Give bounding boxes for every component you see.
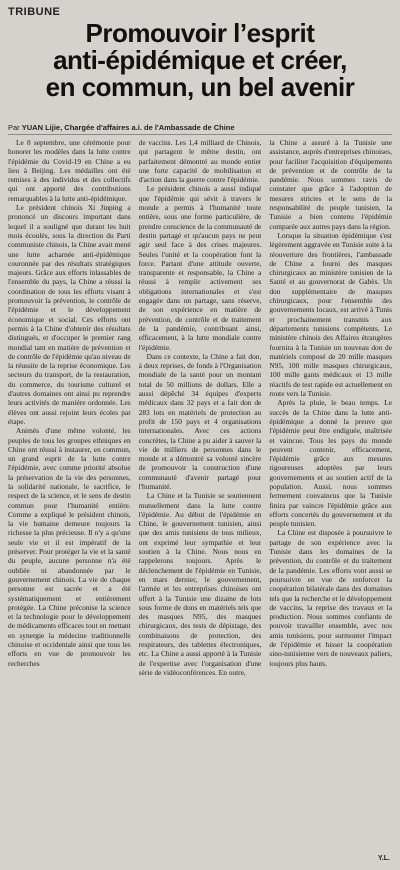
paragraph: Animés d'une même volonté, les peuples de tous les groupes ethniques en Chine ont réussi à instaurer, en commun, un grand esprit de la lutte contre l'épidémie, avec comme priorité absolue la préservation de la vie des personnes, la solidarité nationale, le sacrifice, le respect de la science, et le sens de destin commun pour l'humanité entière. Comme a expliqué le président chinois, la vie humaine demeure toujours la richesse la plus précieuse. Il n'y a qu'une seule vie et il est impératif de la préserver. Pour protéger la vie et la santé du peuple, aucune personne n'a été oubliée ni abandonnée par le gouvernement chinois. La vie de chaque personne est sacrée et a été systématiquement et entièrement protégée. La Chine préconise la science et la technologie pour le développement de médicaments efficaces tout en mettant en synergie la médecine traditionnelle chinoise et occidentale ainsi que tous les efforts en vue de promouvoir les recherches: [8, 426, 131, 668]
article-body: [8, 138, 392, 860]
paragraph: de vaccins. Les 1,4 milliard de Chinois, qui partagent le même destin, ont parfaitement démontré au monde entier une forte capacité de mobilisation et d'action dans la guerre contre l'épidémie.: [138, 138, 262, 185]
divider: [8, 134, 392, 135]
text-column: [269, 138, 392, 860]
article-headline: [6, 20, 394, 101]
byline-prefix: Par: [8, 123, 20, 132]
headline-line: en commun, un bel avenir: [45, 72, 355, 102]
signature: Y.L.: [377, 855, 390, 862]
paragraph: la Chine a assuré à la Tunisie une assistance, auprès d'entreprises chinoises, pour faciliter l'acquisition d'équipements de prévention et de contrôle de la pandémie. Nous sommes ravis de constater que grâce à l'adoption de mesures strictes et le sens de la responsabilité du peuple tunisien, la Tunisie a bien contenu l'épidémie comparée aux autres pays dans la région.: [269, 138, 392, 231]
paragraph: Le 8 septembre, une cérémonie pour honorer les modèles dans la lutte contre l'épidémie du Covid-19 en Chine a eu lieu à Beijing. Les médailles ont été remises à des individus et des collectifs qui ont apporté des contributions remarquables à la lutte anti-épidémique.: [8, 138, 131, 203]
paragraph: Lorsque la situation épidémique s'est légèrement aggravée en Tunisie suite à la réouverture des frontières, l'ambassade de Chine a fourni des masques chirurgicaux au ministère tunisien de la Santé et au gouvernorat de Gabès. Un don supplémentaire de masques chirurgicaux, pour l'ensemble des gouvernements locaux, est arrivé à Tunis et prochainement transmis aux départements tunisiens compétents. Le ministère chinois des Affaires étrangères fournira à la Tunisie un nouveau don de matériels composé de 20 mille masques N95, 100 mille masques chirurgicaux, 100 mille gants médicaux et 13 mille réactifs de test rapide est actuellement en route vers la Tunisie.: [269, 230, 392, 399]
headline-line: anti-épidémique et créer,: [53, 45, 347, 75]
paragraph: La Chine est disposée à poursuivre le partage de son expérience avec la Tunisie dans les domaines de la prévention, du contrôle et du traitement de la pandémie. Les efforts vont aussi se poursuivre en vue de renforcer la coopération bilatérale dans des domaines tels que la recherche et le développement de vaccins, la reprise des travaux et la production. Nous sommes confiants de pouvoir travailler ensemble, avec nos amis tunisiens, pour surmonter l'impact de l'épidémie et hisser la coopération sino-tunisienne vers de nouveaux paliers, toujours plus hauts.: [269, 528, 392, 668]
byline-author: YUAN Lijie, Chargée d'affaires a.i. de l'Ambassade de Chine: [21, 123, 235, 132]
byline: [8, 123, 392, 132]
section-rubric: TRIBUNE: [8, 6, 61, 18]
text-column: [8, 138, 131, 860]
headline-line: Promouvoir l’esprit: [85, 18, 315, 48]
text-column: [139, 138, 262, 860]
paragraph: La Chine et la Tunisie se soutiennent mutuellement dans la lutte contre l'épidémie. Au début de l'épidémie en Chine, le gouvernement tunisien, ainsi que des amis tunisiens de tous milieux, ont exprimé leur sympathie et leur soutien à la Chine. Nous nous en rappelerons toujours. Après le déclenchement de l'épidémie en Tunisie, en mars dernier, le gouvernement, l'armée et les entreprises chinoises ont offert à la Tunisie une dizaine de lots sous forme de dons en matériels tels que des masques N95, des masques chirurgicaux, des tests de dépistage, des combinaisons de protection, des respirateurs, des tablettes électroniques, etc. La Chine a aussi apporté à la Tunisie de l'expertise avec l'organisation d'une série de vidéoconférences. En outre,: [138, 491, 262, 677]
paragraph: Le président chinois Xi Jinping a prononcé un discours important dans lequel il a souligné que durant les huit mois écoulés, sous la direction du Parti communiste chinois, la Chine avait mené une lutte acharnée anti-épidémique couronnée par des résultats stratégiques majeurs. Grâce aux efforts inlassables de l'ensemble du pays, la Chine a réussi la coordination de tous les efforts visant à promouvoir la prévention, le contrôle de l'épidémie et le développement économique et social. Ces efforts ont permis à la Chine d'obtenir des résultats distingués, et d'occuper le premier rang mondial tant en matière de prévention et de contrôle de l'épidémie qu'au niveau de la réussite de la reprise économique. Les secteurs du transport, de la restauration, du commerce, du tourisme culturel et d'autres domaines ont ainsi pu reprendre leurs activités de manière ordonnée. Les élèves ont aussi rejoint leurs écoles par étape.: [8, 203, 131, 426]
paragraph: Dans ce contexte, la Chine a fait don, à deux reprises, de fonds à l'Organisation mondiale de la santé pour un montant total de 50 millions de dollars. Elle a aussi dépêché 34 équipes d'experts médicaux dans 32 pays et a fait don de 283 lots en matériels de protection au profit de 150 pays et 4 organisations internationales. Avec ces actions concrètes, la Chine a pu aider à sauver la vie de milliers de personnes dans le monde et a démontré sa volonté sincère de promouvoir la construction d'une communauté d'avenir partagé pour l'humanité.: [138, 351, 262, 491]
paragraph: Après la pluie, le beau temps. Le succès de la Chine dans la lutte anti-épidémique a donné la preuve que l'épidémie peut être endiguée, maîtrisée et vaincue. Tous les pays du monde peuvent contenir, efficacement, l'épidémie grâce aux mesures rigoureuses adoptées par leurs gouvernements et au soutien actif de la population. Aussi, nous sommes fermement convaincus que la Tunisie finira par vaincre l'épidémie grâce aux efforts concertés du gouvernement et du peuple tunisien.: [269, 398, 392, 529]
paragraph: Le président chinois a aussi indiqué que l'épidémie qui sévit à travers le monde a permis à l'humanité toute entière, sous une forme particulière, de prendre conscience de la communauté de destin partagé et qu'aucun pays ne peut agir seul face à des crises majeures. Seules l'unité et la coopération font la force. Partant d'une attitude ouverte, transparente et responsable, la Chine a réussi à remplir activement ses obligations internationales et s'est engagée dans un partage, sans réserve, de son expérience en matière de prévention, de contrôle et de traitement de la pandémie, contribuant ainsi, efficacement, à la lutte mondiale contre l'épidémie.: [138, 184, 262, 352]
